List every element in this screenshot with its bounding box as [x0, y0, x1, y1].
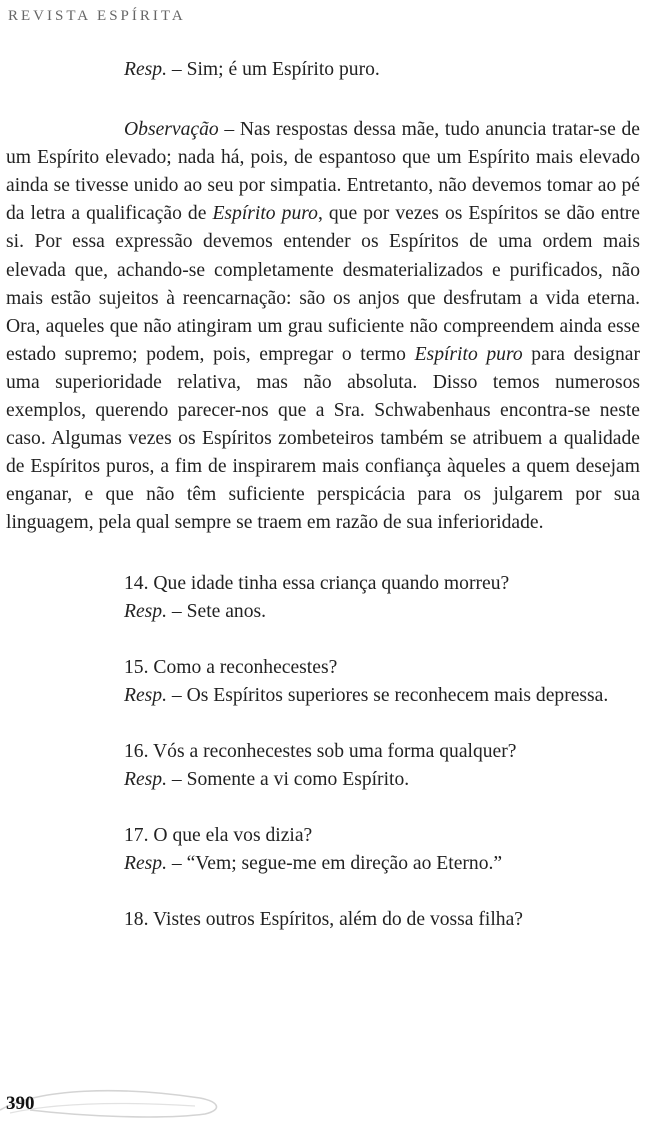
page-number: 390 — [6, 1093, 35, 1114]
question-paragraph: 16. Vós a reconhecestes sob uma forma qualquer? — [124, 740, 517, 762]
question-paragraph: 14. Que idade tinha essa criança quando morreu? — [124, 572, 510, 594]
page-swoosh-decoration — [0, 1080, 230, 1120]
resp-text: – Os Espíritos superiores se reconhecem mais depressa. — [167, 684, 609, 706]
response-paragraph — [6, 766, 640, 794]
resp-text: – Sete anos. — [167, 600, 267, 622]
observation-text: , que por vezes os Espíritos se dão entre si. Por essa expressão devemos entender os Espíritos de uma ordem mais elevada que, achando-se completamente desmaterializados e purificados, não mais estão sujeitos à reencarnação: são os anjos que desfrutam a vida eterna. Ora, aqueles que não atingiram um grau suficiente não compreendem ainda esse estado supremo; podem, pois, empregar o termo — [6, 203, 640, 365]
emphasis-term: Espírito puro — [212, 203, 318, 225]
emphasis-term: Espírito puro — [414, 343, 523, 365]
resp-text: – Sim; é um Espírito puro. — [167, 59, 380, 80]
resp-text: – Somente a vi como Espírito. — [167, 768, 410, 790]
response-paragraph — [6, 850, 640, 878]
running-head: REVISTA ESPÍRITA — [8, 8, 186, 24]
question-paragraph: 18. Vistes outros Espíritos, além do de vossa filha? — [124, 909, 523, 931]
observation-paragraph — [6, 116, 640, 537]
observation-text: para designar uma superioridade relativa, mas não absoluta. Disso temos numerosos exemplos, querendo parecer-nos que a Sra. Schwabenhaus encontra-se neste caso. Algumas vezes os Espíritos zombeteiros também se atribuem a qualidade de Espíritos puros, a fim de inspirarem mais confiança àqueles a quem desejam enganar, e que não têm suficiente perspicácia para os julgarem por sua linguagem, pela qual sempre se traem em razão de sua inferioridade. — [6, 343, 640, 534]
resp-text: – “Vem; segue-me em direção ao Eterno.” — [167, 853, 503, 875]
resp-label: Resp. — [124, 684, 167, 706]
resp-label: Resp. — [124, 853, 167, 875]
resp-label: Resp. — [124, 768, 167, 790]
resp-label: Resp. — [124, 600, 167, 622]
question-paragraph: 15. Como a reconhecestes? — [124, 656, 338, 678]
question-paragraph: 17. O que ela vos dizia? — [124, 825, 313, 847]
response-paragraph — [6, 56, 640, 84]
response-paragraph — [6, 598, 640, 626]
body-text — [6, 56, 640, 934]
resp-label: Resp. — [124, 59, 167, 80]
observation-text: – Nas respostas dessa mãe, tudo anuncia tratar-se de um Espírito elevado; nada há, pois, de espantoso que um Espírito mais elevado ainda se tivesse unido ao seu por simpatia. Entretanto, não devemos tomar ao pé da letra a qualificação de — [6, 119, 640, 225]
response-paragraph — [6, 682, 640, 710]
observation-label: Observação — [124, 119, 219, 141]
